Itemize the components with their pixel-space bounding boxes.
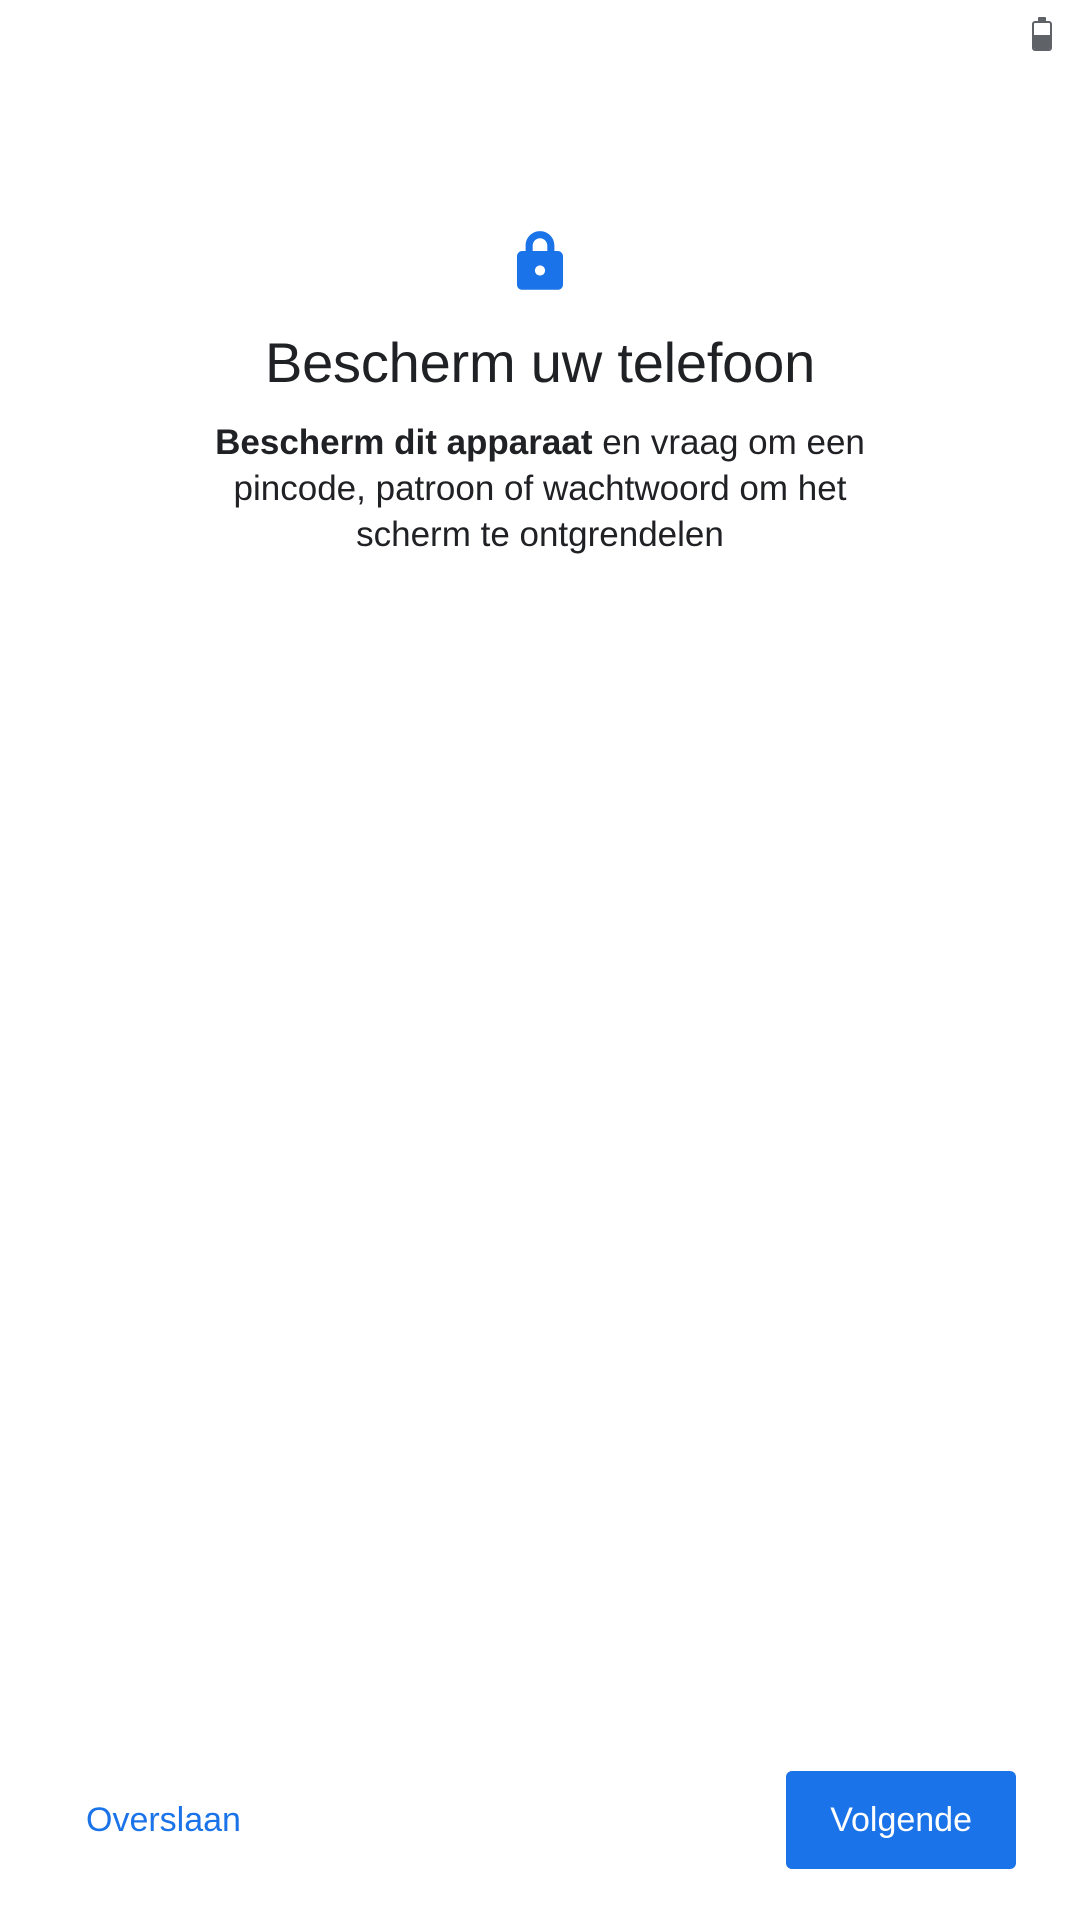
battery-icon [1032, 17, 1052, 51]
subtitle-strong: Bescherm dit apparaat [215, 423, 593, 462]
skip-button[interactable]: Overslaan [78, 1788, 249, 1852]
subtitle-rest: en vraag om een pincode, patroon of wachtwoord om het scherm te ontgrendelen [233, 423, 865, 554]
status-bar [0, 0, 1080, 68]
page-subtitle [190, 420, 890, 558]
lock-icon [513, 230, 567, 292]
next-button[interactable]: Volgende [786, 1771, 1016, 1869]
page-title: Bescherm uw telefoon [264, 331, 816, 394]
setup-content [0, 230, 1080, 558]
footer-bar [0, 1720, 1080, 1920]
